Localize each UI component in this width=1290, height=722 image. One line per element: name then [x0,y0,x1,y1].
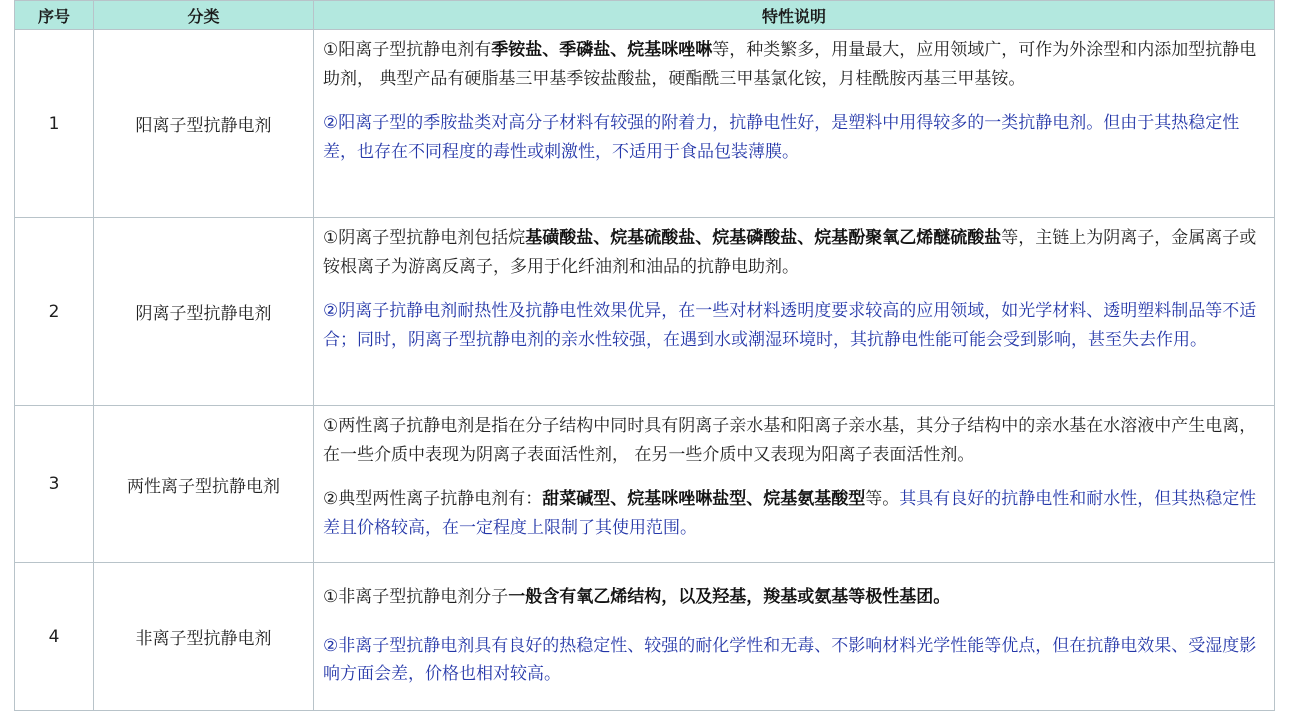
row-description [314,30,1275,218]
row-description [314,563,1275,711]
row-category: 非离子型抗静电剂 [94,563,314,711]
description-paragraph-1 [323,412,1266,469]
row-number: 2 [15,218,94,406]
table-header-row [15,1,1275,30]
text-segment: ①阴离子型抗静电剂包括烷 [323,228,526,248]
description-paragraph-2: ②非离子型抗静电剂具有良好的热稳定性、较强的耐化学性和无毒、不影响材料光学性能等优点，但在抗静电效果、受湿度影响方面会差，价格也相对较高。 [323,635,1257,684]
description-paragraph-2: ②阴离子抗静电剂耐热性及抗静电性效果优异，在一些对材料透明度要求较高的应用领域，如光学材料、透明塑料制品等不适合；同时，阴离子型抗静电剂的亲水性较强，在遇到水或潮湿环境时，其抗静电性能可能会受到影响，甚至失去作用。 [323,301,1257,350]
row-category: 阳离子型抗静电剂 [94,30,314,218]
blue-text-segment: 其具有良好的抗静电性和耐水性，但其热稳定性差且价格较高，在一定程度上限制了其使用范围。 [323,489,1257,538]
text-segment: 等，主链上为阴离子，金属离子或铵根离子为游离反离子，多用于化纤油剂和油品的抗静电助剂。 [323,228,1257,277]
row-number: 1 [15,30,94,218]
bold-segment: 基磺酸盐、烷基硫酸盐、烷基磷酸盐、烷基酚聚氧乙烯醚硫酸盐 [525,228,1002,248]
text-segment: ①非离子型抗静电剂分子 [323,587,509,607]
description-paragraph-2 [323,485,1266,542]
text-segment: ①阳离子型抗静电剂有 [323,40,492,60]
text-segment: ②典型两性离子抗静电剂有： [323,489,543,509]
row-category: 两性离子型抗静电剂 [94,406,314,563]
row-description [314,406,1275,563]
table-row [15,218,1275,406]
table-row [15,406,1275,563]
header-index: 序号 [15,1,94,30]
text-segment: ①两性离子抗静电剂是指在分子结构中同时具有阴离子亲水基和阳离子亲水基，其分子结构中的亲水基在水溶液中产生电离， 在一些介质中表现为阴离子表面活性剂， 在另一些介质中又表现为阳离子表面活性剂。 [323,416,1257,465]
table-container [14,0,1274,711]
description-paragraph-2: ②阳离子型的季胺盐类对高分子材料有较强的附着力，抗静电性好，是塑料中用得较多的一类抗静电剂。但由于其热稳定性差，也存在不同程度的毒性或刺激性，不适用于食品包装薄膜。 [323,113,1240,162]
text-segment: 等。 [865,489,900,509]
row-description [314,218,1275,406]
header-description: 特性说明 [314,1,1275,30]
description-paragraph-1 [323,36,1266,93]
row-number: 3 [15,406,94,563]
bold-segment: 一般含有氧乙烯结构，以及羟基，羧基或氨基等极性基团。 [508,587,951,607]
antistatic-agent-table [14,0,1275,711]
row-category: 阴离子型抗静电剂 [94,218,314,406]
bold-segment: 季铵盐、季磷盐、烷基咪唑啉 [491,40,713,60]
row-number: 4 [15,563,94,711]
description-paragraph-1 [323,224,1266,281]
table-row [15,563,1275,711]
watermark-overlay [850,658,1180,676]
bold-segment: 甜菜碱型、烷基咪唑啉盐型、烷基氨基酸型 [542,489,866,509]
header-category: 分类 [94,1,314,30]
description-paragraph-1 [323,583,1266,612]
text-segment: 等，种类繁多，用量最大，应用领域广，可作为外涂型和内添加型抗静电助剂， 典型产品有硬脂基三甲基季铵盐酸盐，硬酯酰三甲基氯化铵，月桂酰胺丙基三甲基铵。 [323,40,1257,89]
table-row [15,30,1275,218]
